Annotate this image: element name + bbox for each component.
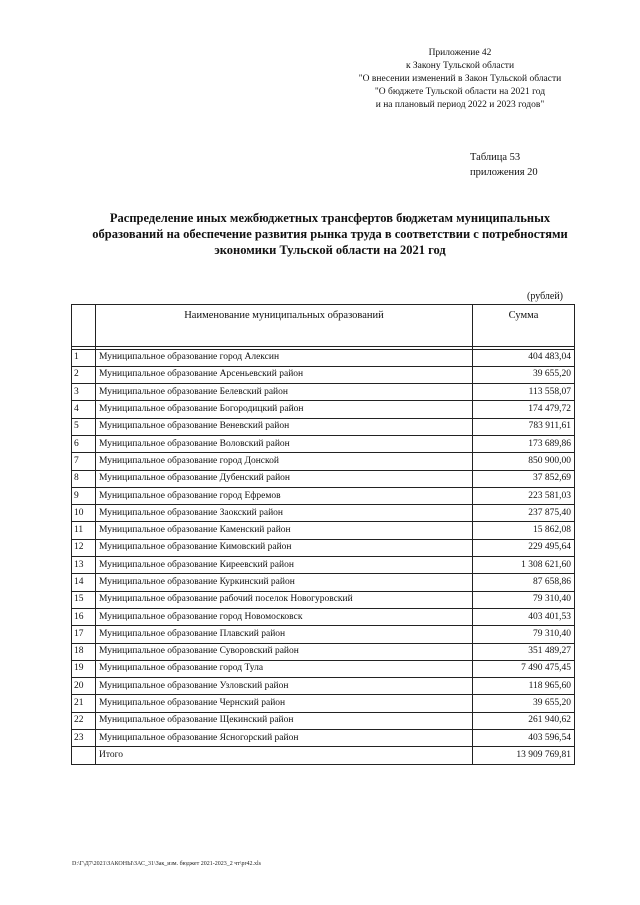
row-name-cell: Муниципальное образование рабочий поселок Новогуровский (96, 591, 473, 608)
row-sum-cell: 237 875,40 (473, 505, 575, 522)
row-sum-cell: 87 658,86 (473, 574, 575, 591)
title-line: образований на обеспечение развития рынка труда в соответствии с потребностями (92, 227, 568, 241)
table-row (72, 470, 575, 487)
row-number-cell: 17 (72, 626, 96, 643)
file-path-footer: D:\Г\Д7\2021\ЗАКОНЫ\ЗАС_31\Зак_изм. бюджет 2021-2023_2 чт\pr42.xls (72, 861, 262, 867)
header-number-cell (72, 305, 96, 347)
table-row (72, 608, 575, 625)
header-name-cell: Наименование муниципальных образований (96, 305, 473, 347)
appendix-reference (330, 47, 590, 112)
row-sum-cell: 261 940,62 (473, 712, 575, 729)
row-sum-cell: 404 483,04 (473, 349, 575, 366)
appendix-line: и на плановый период 2022 и 2023 годов" (375, 100, 545, 110)
row-number-cell: 7 (72, 453, 96, 470)
row-sum-cell: 173 689,86 (473, 435, 575, 452)
row-number-cell: 1 (72, 349, 96, 366)
row-sum-cell: 113 558,07 (473, 384, 575, 401)
row-name-cell: Муниципальное образование Белевский район (96, 384, 473, 401)
total-label-cell: Итого (96, 747, 473, 764)
table-row (72, 660, 575, 677)
appendix-line: "О внесении изменений в Закон Тульской области (358, 74, 562, 84)
row-number-cell: 5 (72, 418, 96, 435)
row-name-cell: Муниципальное образование Каменский район (96, 522, 473, 539)
row-name-cell: Муниципальное образование Ясногорский район (96, 730, 473, 747)
row-name-cell: Муниципальное образование город Ефремов (96, 487, 473, 504)
row-name-cell: Муниципальное образование город Новомосковск (96, 608, 473, 625)
row-number-cell: 10 (72, 505, 96, 522)
row-number-cell: 12 (72, 539, 96, 556)
table-row (72, 539, 575, 556)
row-sum-cell: 7 490 475,45 (473, 660, 575, 677)
row-number-cell: 18 (72, 643, 96, 660)
row-sum-cell: 850 900,00 (473, 453, 575, 470)
row-number-cell: 13 (72, 557, 96, 574)
row-number-cell: 11 (72, 522, 96, 539)
total-sum-cell: 13 909 769,81 (473, 747, 575, 764)
total-number-cell (72, 747, 96, 764)
row-number-cell: 6 (72, 435, 96, 452)
table-appendix: приложения 20 (470, 167, 538, 178)
row-name-cell: Муниципальное образование город Алексин (96, 349, 473, 366)
row-name-cell: Муниципальное образование Киреевский район (96, 557, 473, 574)
row-number-cell: 3 (72, 384, 96, 401)
row-number-cell: 21 (72, 695, 96, 712)
currency-unit: (рублей) (527, 291, 564, 302)
table-row (72, 522, 575, 539)
row-sum-cell: 1 308 621,60 (473, 557, 575, 574)
row-name-cell: Муниципальное образование Суворовский район (96, 643, 473, 660)
table-row (72, 643, 575, 660)
table-row (72, 557, 575, 574)
header-sum-cell: Сумма (473, 305, 575, 347)
appendix-line: к Закону Тульской области (405, 61, 515, 71)
table-row (72, 384, 575, 401)
table-row (72, 505, 575, 522)
row-name-cell: Муниципальное образование Плавский район (96, 626, 473, 643)
row-name-cell: Муниципальное образование Чернский район (96, 695, 473, 712)
table-header-row (72, 305, 575, 347)
total-row (72, 747, 575, 764)
row-number-cell: 19 (72, 660, 96, 677)
document-title (60, 210, 600, 258)
row-number-cell: 2 (72, 366, 96, 383)
row-name-cell: Муниципальное образование Веневский район (96, 418, 473, 435)
row-sum-cell: 15 862,08 (473, 522, 575, 539)
row-number-cell: 20 (72, 678, 96, 695)
row-sum-cell: 351 489,27 (473, 643, 575, 660)
row-number-cell: 14 (72, 574, 96, 591)
table-number: Таблица 53 (470, 152, 521, 163)
table-row (72, 695, 575, 712)
allocation-table (71, 304, 575, 765)
table-row (72, 678, 575, 695)
row-number-cell: 4 (72, 401, 96, 418)
appendix-line: Приложение 42 (428, 48, 492, 58)
row-sum-cell: 39 655,20 (473, 366, 575, 383)
table-row (72, 435, 575, 452)
table-row (72, 712, 575, 729)
table-row (72, 591, 575, 608)
table-row (72, 418, 575, 435)
table-row (72, 487, 575, 504)
table-row (72, 401, 575, 418)
row-number-cell: 9 (72, 487, 96, 504)
row-sum-cell: 174 479,72 (473, 401, 575, 418)
table-row (72, 626, 575, 643)
row-name-cell: Муниципальное образование Дубенский район (96, 470, 473, 487)
row-sum-cell: 79 310,40 (473, 626, 575, 643)
row-sum-cell: 39 655,20 (473, 695, 575, 712)
row-number-cell: 16 (72, 608, 96, 625)
table-row (72, 453, 575, 470)
table-row (72, 366, 575, 383)
row-name-cell: Муниципальное образование город Тула (96, 660, 473, 677)
row-sum-cell: 79 310,40 (473, 591, 575, 608)
title-line: экономики Тульской области на 2021 год (214, 243, 446, 257)
row-name-cell: Муниципальное образование Арсеньевский район (96, 366, 473, 383)
table-row (72, 574, 575, 591)
title-line: Распределение иных межбюджетных трансфертов бюджетам муниципальных (109, 211, 551, 225)
row-name-cell: Муниципальное образование Узловский район (96, 678, 473, 695)
row-sum-cell: 118 965,60 (473, 678, 575, 695)
table-row (72, 730, 575, 747)
row-name-cell: Муниципальное образование город Донской (96, 453, 473, 470)
row-number-cell: 22 (72, 712, 96, 729)
row-number-cell: 8 (72, 470, 96, 487)
row-sum-cell: 223 581,03 (473, 487, 575, 504)
row-sum-cell: 403 596,54 (473, 730, 575, 747)
row-sum-cell: 37 852,69 (473, 470, 575, 487)
row-name-cell: Муниципальное образование Щекинский район (96, 712, 473, 729)
table-reference (470, 150, 538, 180)
table-row (72, 349, 575, 366)
row-number-cell: 15 (72, 591, 96, 608)
row-sum-cell: 783 911,61 (473, 418, 575, 435)
row-sum-cell: 403 401,53 (473, 608, 575, 625)
row-name-cell: Муниципальное образование Кимовский район (96, 539, 473, 556)
row-sum-cell: 229 495,64 (473, 539, 575, 556)
row-name-cell: Муниципальное образование Заокский район (96, 505, 473, 522)
row-name-cell: Муниципальное образование Воловский район (96, 435, 473, 452)
appendix-line: "О бюджете Тульской области на 2021 год (374, 87, 546, 97)
row-number-cell: 23 (72, 730, 96, 747)
row-name-cell: Муниципальное образование Богородицкий район (96, 401, 473, 418)
row-name-cell: Муниципальное образование Куркинский район (96, 574, 473, 591)
